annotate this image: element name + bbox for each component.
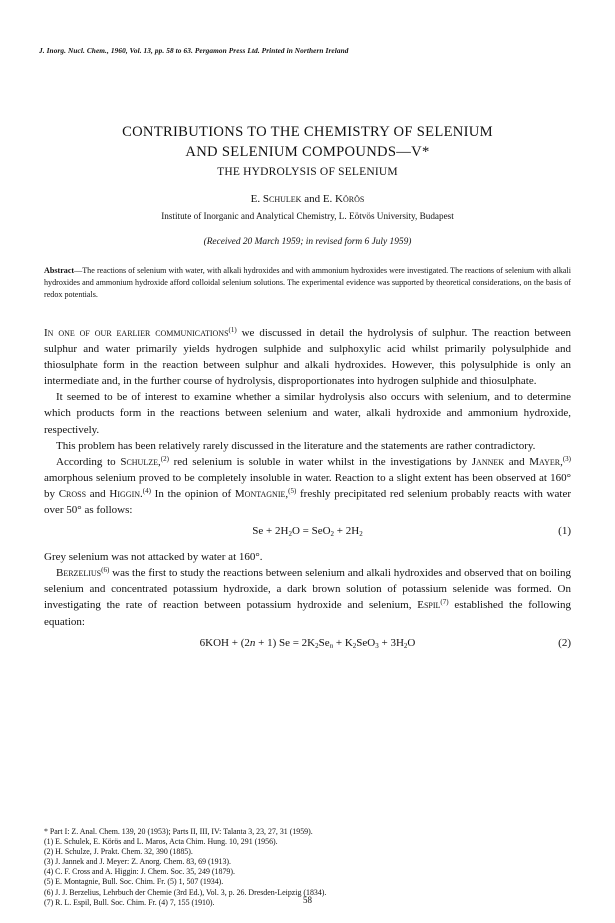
abstract: [44, 265, 571, 301]
running-head: J. Inorg. Nucl. Chem., 1960, Vol. 13, pp. 58 to 63. Pergamon Press Ltd. Printed in Northern Ireland: [39, 46, 349, 55]
author-montagnie: Montagnie,: [234, 487, 289, 500]
footnote: (6) J. J. Berzelius, Lehrbuch der Chemie (3rd Ed.), Vol. 3, p. 26. Dresden-Leipzig (1834).: [44, 887, 327, 897]
paragraph-2: It seemed to be of interest to examine whether a similar hydrolysis also occurs with selenium, and to determine which products form in the reactions between selenium and water, alkali hydroxide and ammonium hydroxide, respectively.: [44, 391, 571, 436]
article-title-line1: CONTRIBUTIONS TO THE CHEMISTRY OF SELENIUM: [122, 124, 493, 140]
citation-4: (4): [142, 486, 151, 495]
author-name-2: Körös: [335, 193, 365, 205]
footnote: (1) E. Schulek, E. Körös and L. Maros, Acta Chim. Hung. 10, 291 (1956).: [44, 837, 278, 847]
equation-2: [44, 635, 571, 657]
footnote: (3) J. Jannek and J. Meyer: Z. Anorg. Chem. 83, 69 (1913).: [44, 857, 232, 867]
footnote: (7) R. L. Espil, Bull. Soc. Chim. Fr. (4) 7, 155 (1910).: [44, 897, 215, 907]
citation-2: (2): [160, 454, 169, 463]
author-schulze: Schulze,: [120, 455, 161, 468]
p6-b: established the following equation:: [44, 599, 571, 628]
paragraph-6: [44, 565, 571, 629]
abstract-label: Abstract: [44, 266, 75, 275]
footnote: (2) H. Schulze, J. Prakt. Chem. 32, 390 (1885).: [44, 847, 193, 857]
citation-7: (7): [440, 598, 449, 607]
p4-a: According to: [56, 455, 121, 468]
citation-5: (5): [288, 486, 297, 495]
author-and: and E.: [304, 193, 333, 205]
equation-1-number: (1): [558, 525, 571, 538]
p4-d: amorphous selenium proved to be completely insoluble in water. Reaction to a slight extent has been observed at 160° by: [44, 471, 571, 500]
paragraph-4: [44, 454, 571, 518]
paragraph-1-rest: we discussed in detail the hydrolysis of sulphur. The reaction between sulphur and water primarily yields hydrogen sulphide and sulphoxylic acid whilst primarily polysulphide and thiosulphate form in the reaction between sulphur and alkali hydroxides. However, this polysulphide is only an intermediate and, in the further course of hydrolysis, disproportionates into hydrogen sulphide and thiosulphate.: [44, 327, 571, 388]
equation-2-body: 6KOH + (2n + 1) $Se = 2K_2Se_n + K_2SeO_3 + 3H_2O$: [199, 636, 416, 650]
citation-1: (1): [228, 326, 237, 334]
author-mayer: Mayer,: [529, 455, 563, 468]
paragraph-5: Grey selenium was not attacked by water at 160°.: [44, 551, 263, 564]
paragraph-3: This problem has been relatively rarely discussed in the literature and the statements are rather contradictory.: [56, 439, 536, 452]
author-cross: Cross: [58, 487, 87, 500]
p4-c: and: [504, 455, 530, 468]
page-number: 58: [303, 895, 312, 905]
citation-3: (3): [562, 454, 572, 463]
institution: Institute of Inorganic and Analytical Chemistry, L. Eötvös University, Budapest: [161, 211, 454, 221]
equation-2-number: (2): [558, 636, 571, 649]
author-espil: Espil: [417, 599, 441, 612]
equation-1: [44, 523, 571, 545]
abstract-text: —The reactions of selenium with water, with alkali hydroxides and with ammonium hydroxides were investigated. The reactions of selenium with alkali hydroxides and ammonium hydroxide afford colloidal selenium solutions. The experimental evidence was supported by theoretical considerations, on the basis of redox potentials.: [44, 266, 571, 299]
p6-a: was the first to study the reactions between selenium and alkali hydroxides and observed that on boiling selenium and concentrated potassium hydroxide, a dark brown solution of potassium selenide was formed. On investigating the rate of reaction between potassium hydroxide and selenium,: [44, 567, 571, 612]
article-subtitle: THE HYDROLYSIS OF SELENIUM: [217, 166, 398, 178]
equation-1-body: $Se + 2H_2O = SeO_2 + 2H_2$: [252, 525, 363, 539]
article-body: [44, 325, 571, 661]
paragraph-1-start: In one of our earlier communications: [44, 327, 229, 339]
author-jannek: Jannek: [471, 455, 505, 468]
authors: [0, 193, 615, 205]
footnote: * Part I: Z. Anal. Chem. 139, 20 (1953); Parts II, III, IV: Talanta 3, 23, 27, 31 (1959).: [44, 827, 313, 836]
author-higgin: Higgin.: [109, 487, 143, 500]
author-name-1: Schulek: [262, 193, 302, 205]
author-initial-1: E.: [250, 193, 261, 205]
received-dates: (Received 20 March 1959; in revised form 6 July 1959): [203, 237, 412, 247]
p4-b: red selenium is soluble in water whilst in the investigations by: [168, 455, 472, 468]
footnote: (4) C. F. Cross and A. Higgin: J. Chem. Soc. 35, 249 (1879).: [44, 867, 235, 877]
footnote: (5) E. Montagnie, Bull. Soc. Chim. Fr. (5) 1, 507 (1934).: [44, 877, 224, 887]
citation-6: (6): [101, 566, 110, 575]
p4-e: and: [86, 487, 110, 500]
paragraph-1: [44, 325, 571, 389]
p4-f: In the opinion of: [150, 487, 235, 500]
author-berzelius: Berzelius: [56, 567, 102, 580]
article-title-line2: AND SELENIUM COMPOUNDS—V*: [185, 144, 430, 160]
p4-g: freshly precipitated red selenium probably reacts with water over 50° as follows:: [44, 487, 571, 517]
